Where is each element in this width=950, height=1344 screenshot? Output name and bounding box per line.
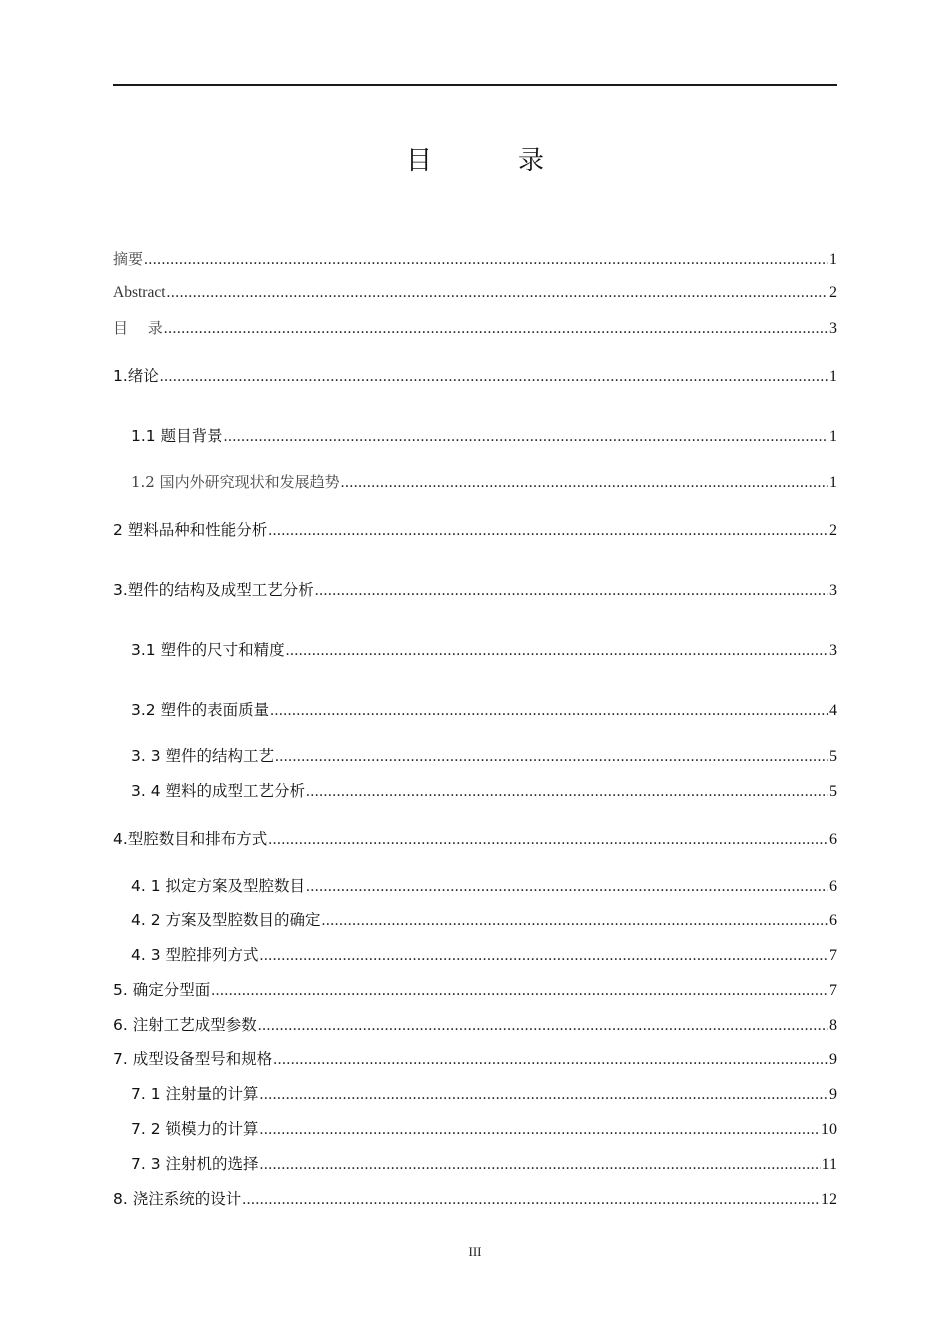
dot-leader [260,1084,828,1106]
toc-entry-label: 4. 3 型腔排列方式 [131,946,259,964]
dot-leader [260,1154,821,1176]
toc-entry-page: 1 [829,251,837,268]
dot-leader [306,781,828,803]
toc-entry-page: 1 [829,428,837,445]
dot-leader [167,282,828,304]
toc-entry-section-3-4[interactable] [131,780,837,802]
toc-entry-label: 7. 2 锁模力的计算 [131,1120,259,1138]
toc-entry-section-4-3[interactable] [131,944,837,966]
dot-leader [286,640,828,662]
toc-entry-chapter-8[interactable] [113,1188,837,1210]
toc-entry-page: 2 [829,284,837,301]
toc-entry-page: 3 [829,642,837,659]
toc-entry-section-3-3[interactable] [131,745,837,767]
toc-entry-section-3-1[interactable] [131,639,837,661]
toc-entry-page: 2 [829,522,837,539]
toc-entry-chapter-2[interactable] [113,519,837,541]
toc-entry-section-4-1[interactable] [131,875,837,897]
dot-leader [144,249,828,271]
toc-entry-section-7-3[interactable] [131,1153,837,1175]
toc-entry-page: 5 [829,748,837,765]
toc-entry-chapter-1[interactable] [113,365,837,387]
toc-entry-label: 1.1 题目背景 [131,427,223,445]
toc-entry-page: 3 [829,582,837,599]
toc-entry-label: 1.绪论 [113,367,159,385]
dot-leader [260,945,828,967]
dot-leader [273,1049,828,1071]
toc-entry-section-1-2[interactable] [131,471,837,493]
dot-leader [164,318,828,340]
toc-entry-page: 9 [829,1051,837,1068]
toc-entry-chapter-4[interactable] [113,828,837,850]
toc-entry-label: 7. 成型设备型号和规格 [113,1050,273,1068]
dot-leader [211,980,828,1002]
toc-entry-abstract-cn[interactable] [113,248,837,270]
toc-entry-section-1-1[interactable] [131,425,837,447]
toc-entry-label: 8. 浇注系统的设计 [113,1190,242,1208]
toc-entry-label: 摘要 [113,250,144,268]
toc-entry-page: 1 [829,474,837,491]
toc-entry-section-7-2[interactable] [131,1118,837,1140]
toc-entry-chapter-6[interactable] [113,1014,837,1036]
toc-entry-label: Abstract [113,284,166,301]
toc-entry-label: 3.塑件的结构及成型工艺分析 [113,581,314,599]
dot-leader [242,1189,820,1211]
toc-entry-label: 目 录 [113,319,163,337]
toc-entry-label: 3. 3 塑件的结构工艺 [131,747,275,765]
toc-entry-section-3-2[interactable] [131,699,837,721]
toc-entry-section-4-2[interactable] [131,909,837,931]
toc-entry-page: 8 [829,1017,837,1034]
toc-entry-page: 4 [829,702,837,719]
dot-leader [270,700,828,722]
toc-entry-label: 7. 3 注射机的选择 [131,1155,259,1173]
dot-leader [341,472,828,494]
toc-entry-page: 7 [829,982,837,999]
toc-entry-page: 11 [821,1156,837,1173]
toc-entry-label: 3.1 塑件的尺寸和精度 [131,641,285,659]
dot-leader [306,876,828,898]
toc-entry-page: 6 [829,878,837,895]
toc-entry-page: 12 [821,1191,837,1208]
toc-entry-chapter-3[interactable] [113,579,837,601]
dot-leader [315,580,828,602]
toc-entry-contents[interactable] [113,317,837,339]
toc-entry-section-7-1[interactable] [131,1083,837,1105]
toc-entry-label: 3.2 塑件的表面质量 [131,701,270,719]
dot-leader [268,520,828,542]
dot-leader [224,426,828,448]
toc-entry-page: 10 [821,1121,837,1138]
toc-entry-page: 6 [829,912,837,929]
toc-entry-label: 6. 注射工艺成型参数 [113,1016,257,1034]
toc-entry-label: 4. 2 方案及型腔数目的确定 [131,911,321,929]
toc-entry-label: 4.型腔数目和排布方式 [113,830,268,848]
toc-entry-label: 4. 1 拟定方案及型腔数目 [131,877,306,895]
dot-leader [322,910,828,932]
toc-entry-page: 5 [829,783,837,800]
toc-entry-label: 5. 确定分型面 [113,981,211,999]
toc-entry-page: 7 [829,947,837,964]
dot-leader [275,746,828,768]
toc-entry-chapter-5[interactable] [113,979,837,1001]
toc-entry-page: 9 [829,1086,837,1103]
toc-entry-label: 7. 1 注射量的计算 [131,1085,259,1103]
dot-leader [268,829,828,851]
toc-entry-chapter-7[interactable] [113,1048,837,1070]
toc-entry-label: 2 塑料品种和性能分析 [113,521,268,539]
page-number: III [468,1244,482,1259]
toc-entry-label: 1.2 国内外研究现状和发展趋势 [131,473,340,491]
page-title: 目 录 [405,146,574,176]
toc-entry-page: 3 [829,320,837,337]
dot-leader [260,1119,820,1141]
toc-entry-label: 3. 4 塑料的成型工艺分析 [131,782,306,800]
dot-leader [160,366,828,388]
dot-leader [258,1015,828,1037]
toc-entry-page: 1 [829,368,837,385]
toc-entry-abstract-en[interactable] [113,282,837,304]
toc-entry-page: 6 [829,831,837,848]
